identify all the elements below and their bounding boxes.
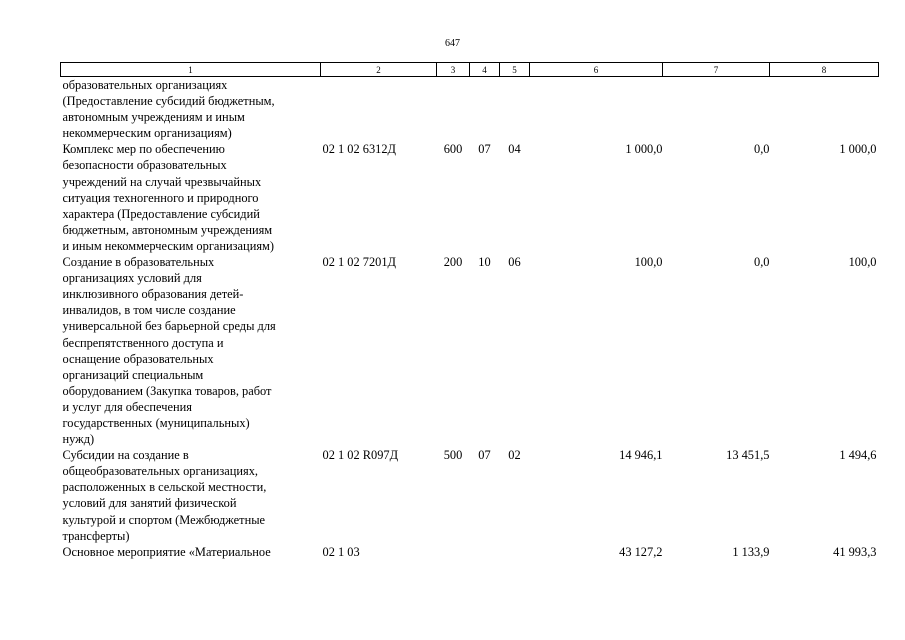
row-sum3-cell: 41 993,3 xyxy=(833,544,877,559)
header-cell: 7 xyxy=(663,63,770,77)
row-rz-cell: 07 xyxy=(478,142,491,157)
row-rz-cell xyxy=(470,544,500,560)
row-vr-cell xyxy=(437,544,470,560)
row-sum2-cell: 0,0 xyxy=(754,142,770,157)
name-line: универсальной без барьерной среды для xyxy=(62,319,276,334)
row-vr-cell: 200 xyxy=(443,255,463,270)
row-sum2-cell xyxy=(663,77,770,142)
row-name-cell xyxy=(61,77,321,142)
row-pr-cell: 04 xyxy=(508,142,521,157)
row-sum1-cell: 14 946,1 xyxy=(619,448,663,463)
page-number: 647 xyxy=(445,38,460,49)
budget-table xyxy=(60,62,879,560)
name-line: расположенных в сельской местности, xyxy=(62,480,267,495)
name-line: автономным учреждениям и иным xyxy=(62,110,245,125)
header-cell: 2 xyxy=(321,63,437,77)
name-line: и услуг для обеспечения xyxy=(62,399,192,414)
name-line: оснащение образовательных xyxy=(62,351,214,366)
row-sum2-cell: 1 133,9 xyxy=(732,544,770,559)
name-line: Создание в образовательных xyxy=(62,255,215,270)
header-cell: 1 xyxy=(61,63,321,77)
row-sum2-cell: 13 451,5 xyxy=(726,448,770,463)
name-line: трансферты) xyxy=(62,528,130,543)
row-name-cell xyxy=(61,254,321,447)
row-rz-cell xyxy=(470,77,500,142)
row-pr-cell: 02 xyxy=(508,448,521,463)
row-sum3-cell: 1 494,6 xyxy=(839,448,877,463)
row-rz-cell: 10 xyxy=(478,255,491,270)
name-line: инклюзивного образования детей- xyxy=(62,287,244,302)
name-line: беспрепятственного доступа и xyxy=(62,335,224,350)
name-line: оборудованием (Закупка товаров, работ xyxy=(62,383,272,398)
row-sum3-cell: 1 000,0 xyxy=(839,142,877,157)
table-row xyxy=(61,447,879,544)
row-rz-cell: 07 xyxy=(478,448,491,463)
name-line: характера (Предоставление субсидий xyxy=(62,206,260,221)
row-pr-cell xyxy=(500,544,530,560)
name-line: организаций специальным xyxy=(62,367,204,382)
table-row xyxy=(61,544,879,560)
name-line: (Предоставление субсидий бюджетным, xyxy=(62,94,275,109)
name-line: Основное мероприятие «Материальное xyxy=(62,544,271,559)
header-cell: 8 xyxy=(770,63,879,77)
table-row xyxy=(61,77,879,142)
table-row xyxy=(61,254,879,447)
row-sum3-cell xyxy=(770,77,879,142)
name-line: нужд) xyxy=(62,432,95,447)
row-code-cell xyxy=(321,77,437,142)
name-line: культурой и спортом (Межбюджетные xyxy=(62,512,266,527)
row-name-cell xyxy=(61,447,321,544)
header-cell: 5 xyxy=(500,63,530,77)
row-vr-cell xyxy=(437,77,470,142)
row-code-cell: 02 1 02 R097Д xyxy=(322,448,399,463)
name-line: Субсидии на создание в xyxy=(62,448,189,463)
name-line: условий для занятий физической xyxy=(62,496,237,511)
name-line: и иным некоммерческим организациям) xyxy=(62,238,274,253)
name-line: Комплекс мер по обеспечению xyxy=(62,142,225,157)
row-sum1-cell: 43 127,2 xyxy=(619,544,663,559)
row-sum3-cell: 100,0 xyxy=(848,255,877,270)
row-name-cell xyxy=(61,544,321,560)
name-line: образовательных организациях xyxy=(62,78,228,92)
row-code-cell: 02 1 02 6312Д xyxy=(322,142,397,157)
row-sum1-cell xyxy=(530,77,663,142)
row-pr-cell: 06 xyxy=(508,255,521,270)
row-pr-cell xyxy=(500,77,530,142)
header-cell: 6 xyxy=(530,63,663,77)
name-line: организациях условий для xyxy=(62,271,202,286)
row-sum1-cell: 1 000,0 xyxy=(625,142,663,157)
row-code-cell: 02 1 03 xyxy=(322,544,360,559)
name-line: ситуация техногенного и природного xyxy=(62,190,259,205)
name-line: некоммерческим организациям) xyxy=(62,126,232,141)
row-name-cell xyxy=(61,141,321,254)
row-vr-cell: 600 xyxy=(443,142,463,157)
row-vr-cell: 500 xyxy=(443,448,463,463)
name-line: безопасности образовательных xyxy=(62,158,227,173)
row-sum2-cell: 0,0 xyxy=(754,255,770,270)
header-cell: 4 xyxy=(470,63,500,77)
table-row xyxy=(61,141,879,254)
name-line: бюджетным, автономным учреждениям xyxy=(62,222,273,237)
header-cell: 3 xyxy=(437,63,470,77)
row-code-cell: 02 1 02 7201Д xyxy=(322,255,397,270)
table-header-row xyxy=(61,63,879,77)
name-line: учреждений на случай чрезвычайных xyxy=(62,174,262,189)
name-line: государственных (муниципальных) xyxy=(62,415,250,430)
name-line: инвалидов, в том числе создание xyxy=(62,303,236,318)
row-sum1-cell: 100,0 xyxy=(634,255,663,270)
name-line: общеобразовательных организациях, xyxy=(62,464,258,479)
